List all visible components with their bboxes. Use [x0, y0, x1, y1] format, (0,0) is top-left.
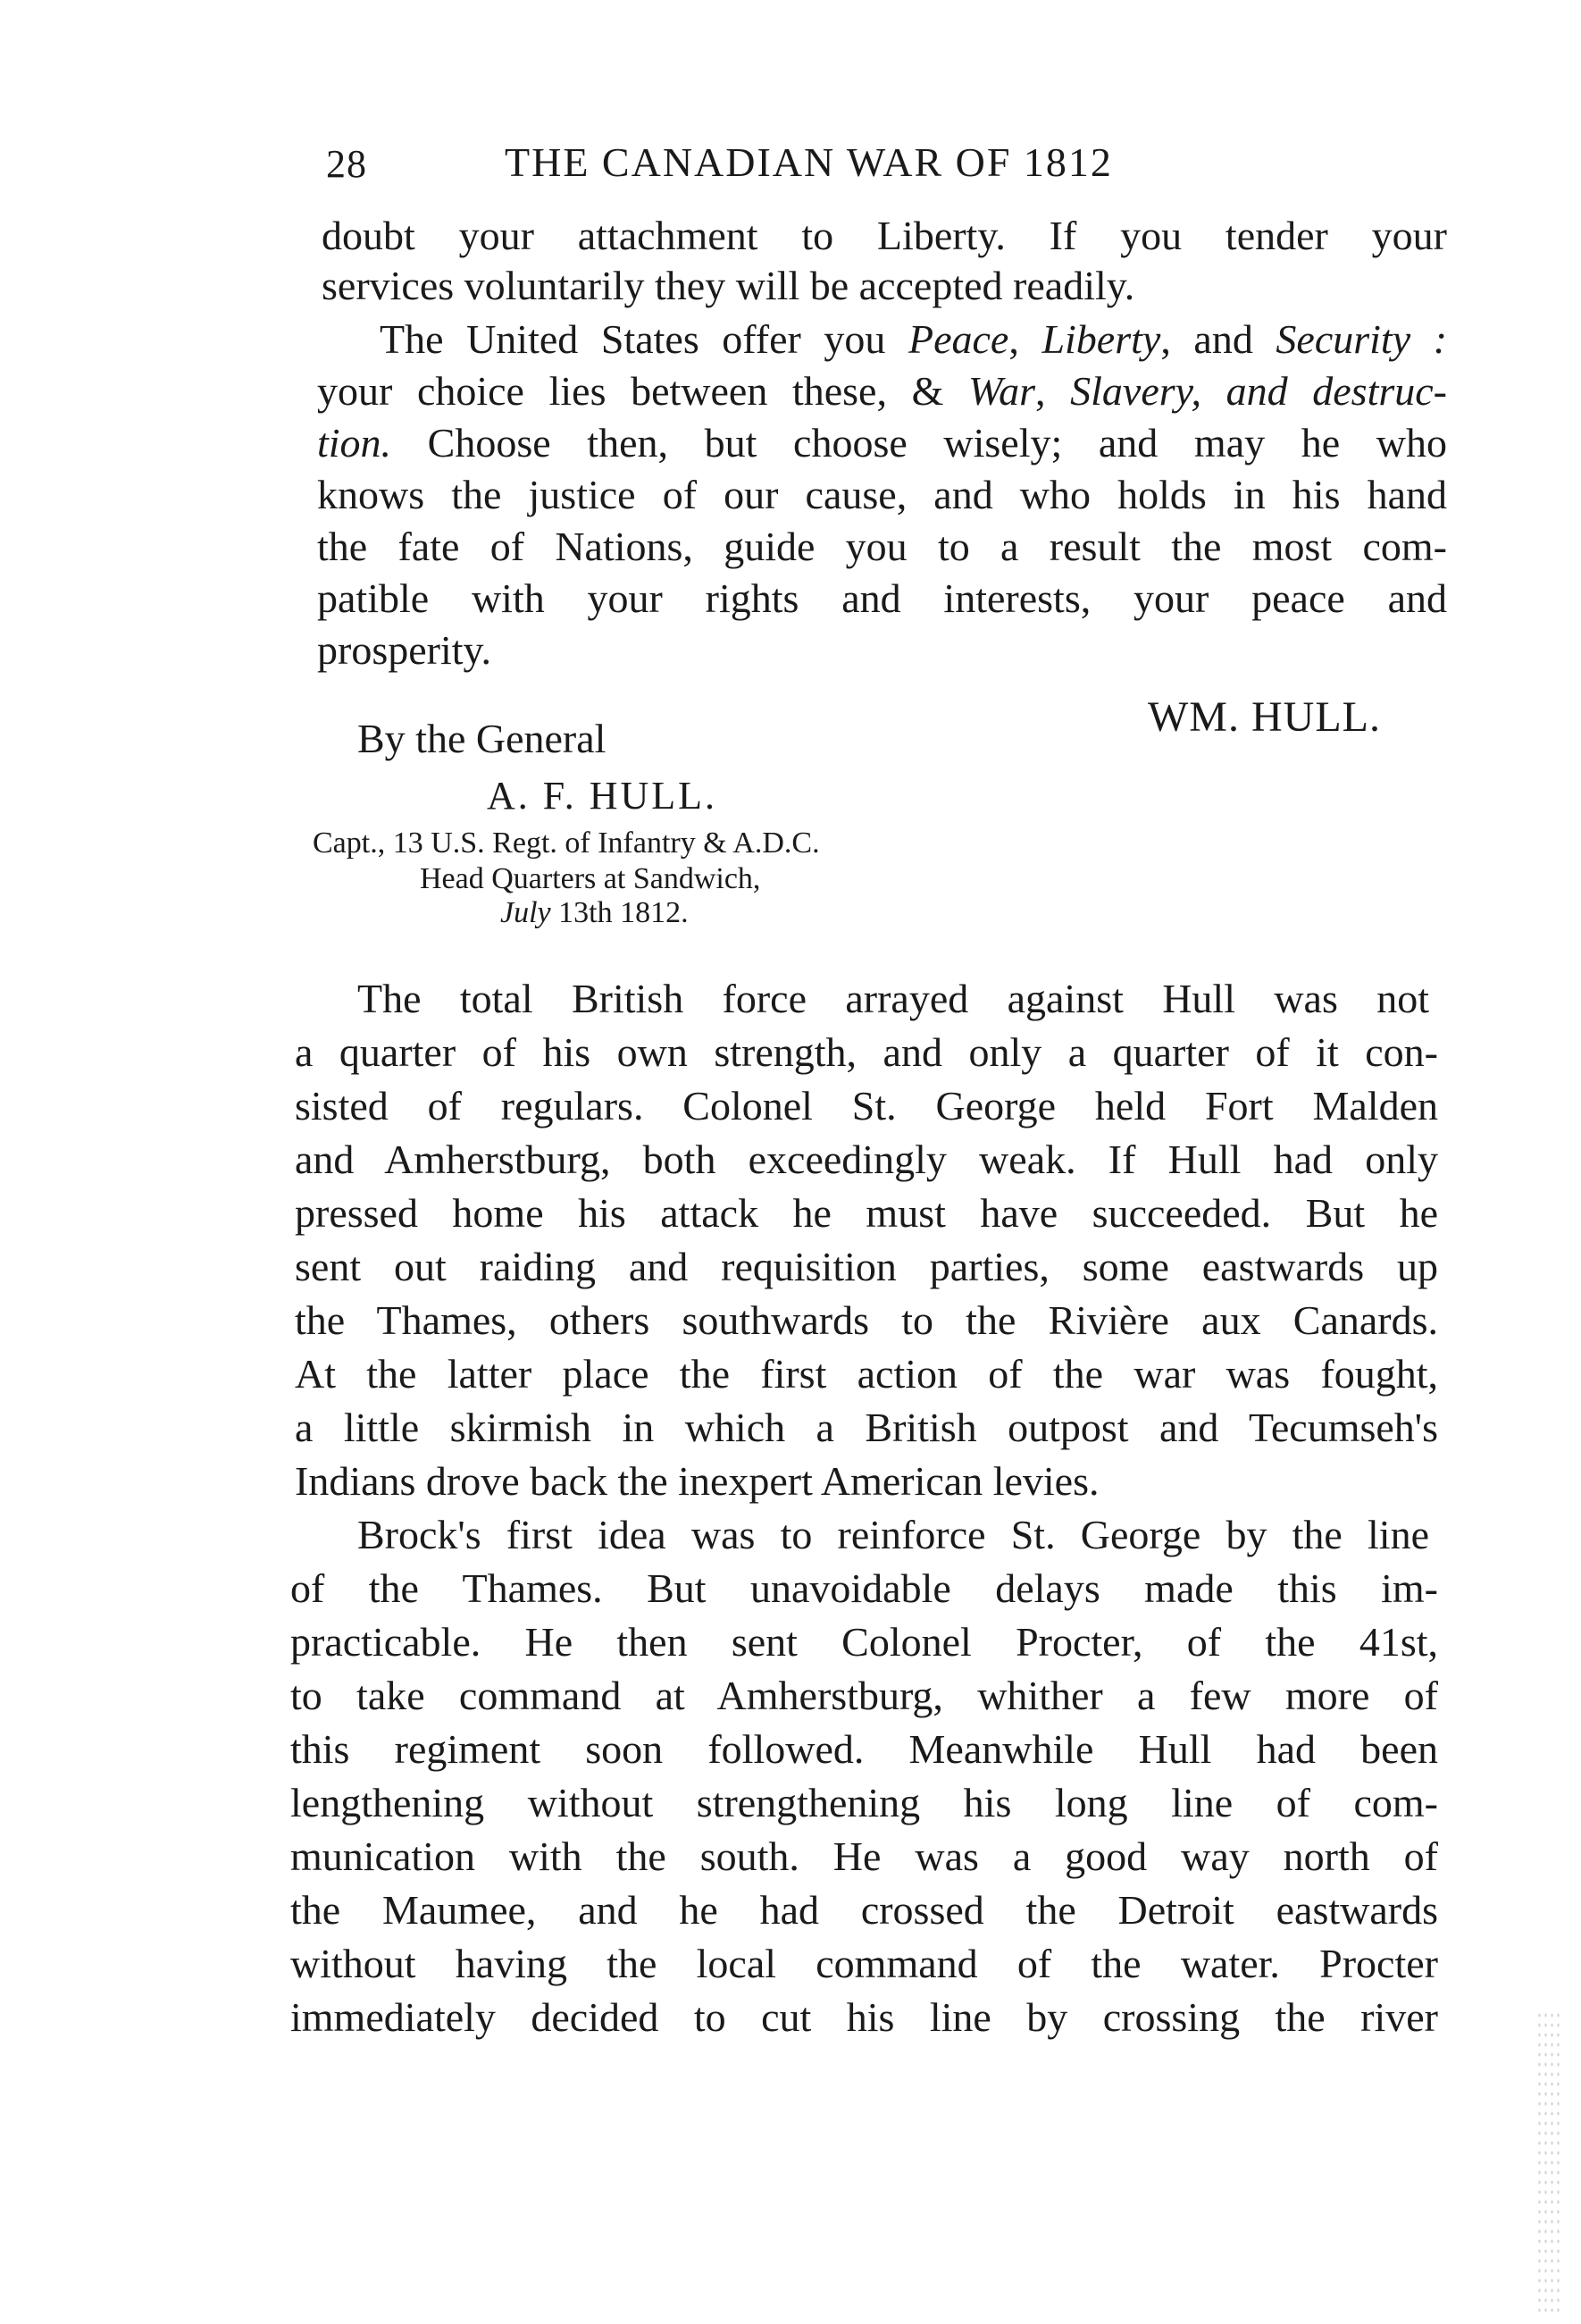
aide-name: A. F. HULL.: [487, 774, 718, 818]
text-line: your choice lies between these, & War, Slavery, and destruc-: [317, 368, 1447, 414]
text-line: services voluntarily they will be accepted readily.: [322, 263, 1135, 308]
text-line: the Maumee, and he had crossed the Detroit eastwards: [290, 1887, 1438, 1933]
text-line: of the Thames. But unavoidable delays made this im-: [290, 1565, 1438, 1611]
text-line: to take command at Amherstburg, whither a few more of: [290, 1673, 1438, 1718]
running-head: THE CANADIAN WAR OF 1812: [505, 139, 1113, 185]
text-line: sisted of regulars. Colonel St. George held Fort Malden: [295, 1083, 1438, 1128]
text-line: sent out raiding and requisition parties, some eastwards up: [295, 1244, 1438, 1289]
text-line: Indians drove back the inexpert American levies.: [295, 1458, 1100, 1504]
text-line: immediately decided to cut his line by crossing the river: [290, 1994, 1438, 2040]
text-line: without having the local command of the water. Procter: [290, 1941, 1438, 1986]
date-line: July 13th 1812.: [500, 896, 689, 929]
text-line: The total British force arrayed against Hull was not: [357, 976, 1429, 1021]
aide-title: Capt., 13 U.S. Regt. of Infantry & A.D.C.: [313, 826, 820, 860]
text-line: The United States offer you Peace, Liberty, and Security :: [380, 316, 1448, 362]
by-the-general: By the General: [357, 716, 606, 761]
text-line: At the latter place the first action of the war was fought,: [295, 1351, 1438, 1397]
text-line: Brock's first idea was to reinforce St. George by the line: [357, 1512, 1429, 1557]
page-number: 28: [326, 142, 367, 186]
text-line: patible with your rights and interests, your peace and: [317, 575, 1447, 621]
text-line: pressed home his attack he must have succeeded. But he: [295, 1190, 1438, 1236]
text-line: the fate of Nations, guide you to a result the most com-: [317, 524, 1447, 569]
text-line: the Thames, others southwards to the Rivière aux Canards.: [295, 1297, 1438, 1343]
location-line: Head Quarters at Sandwich,: [420, 862, 761, 895]
text-line: a quarter of his own strength, and only a quarter of it con-: [295, 1029, 1438, 1075]
text-line: lengthening without strengthening his long line of com-: [290, 1780, 1438, 1825]
text-line: tion. Choose then, but choose wisely; and may he who: [317, 420, 1447, 466]
text-line: munication with the south. He was a good way north of: [290, 1833, 1438, 1879]
signature-wm-hull: WM. HULL.: [1148, 693, 1381, 741]
page-header: [326, 134, 1273, 197]
scan-noise: [1536, 2010, 1563, 2314]
text-line: this regiment soon followed. Meanwhile Hull had been: [290, 1726, 1438, 1772]
text-line: doubt your attachment to Liberty. If you tender your: [322, 213, 1447, 258]
text-line: a little skirmish in which a British outpost and Tecumseh's: [295, 1405, 1438, 1450]
text-line: prosperity.: [317, 627, 492, 673]
text-line: knows the justice of our cause, and who holds in his hand: [317, 472, 1447, 517]
text-line: and Amherstburg, both exceedingly weak. If Hull had only: [295, 1137, 1438, 1182]
text-line: practicable. He then sent Colonel Procter, of the 41st,: [290, 1619, 1438, 1665]
